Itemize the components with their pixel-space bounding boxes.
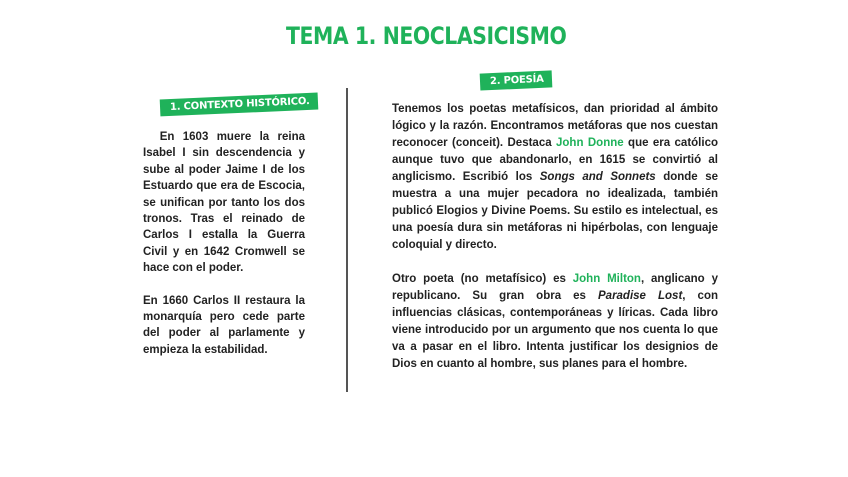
section-badge-context: 1. CONTEXTO HISTÓRICO.	[160, 93, 318, 117]
author-name-milton: John Milton	[572, 273, 641, 285]
work-title-songs-sonnets: Songs and Sonnets	[539, 171, 656, 183]
poetry-p1-text-a: Tenemos los poetas metafísicos, dan prioridad al ámbito lógico y la razón. Encontramos metáforas que nos cuestan reconocer (conceit). Destaca	[392, 103, 718, 149]
poetry-paragraph-1	[392, 101, 718, 254]
poetry-column	[392, 101, 718, 373]
column-divider	[346, 88, 348, 392]
author-name-donne: John Donne	[556, 137, 624, 149]
context-column	[143, 129, 305, 358]
page-title: TEMA 1. NEOCLASICISMO	[286, 22, 567, 50]
poetry-p1-text-b: que era católico aunque tuvo que abandonarlo, en 1615 se convirtió al anglicismo. Escribió los	[392, 137, 718, 183]
poetry-p1-text-c: donde se muestra a una mujer pecadora no idealizada, también publicó Elogios y Divine Poems. Su estilo es intelectual, es una poesía dura sin metáforas ni hipérbolas, con lenguaje coloquial y directo.	[392, 171, 718, 251]
poetry-paragraph-2	[392, 271, 718, 373]
context-paragraph-2: En 1660 Carlos II restaura la monarquía pero cede parte del poder al parlamente y empieza la estabilidad.	[143, 294, 305, 356]
poetry-p2-text-c: , con influencias clásicas, contemporáneas y líricas. Cada libro viene introducido por un argumento que nos cuenta lo que va a pasar en el libro. Intenta justificar los designios de Dios en cuanto al hombre, sus planes para el hombre.	[392, 290, 718, 370]
section-badge-poetry: 2. POESÍA	[480, 70, 552, 90]
poetry-p2-text-b: , anglicano y republicano. Su gran obra es	[392, 273, 718, 302]
context-paragraph-1-text: En 1603 muere la reina Isabel I sin descendencia y sube al poder Jaime I de los Estuardo que era de Escocia, se unifican por tanto los dos tronos. Tras el reinado de Carlos I estalla la Guerra Civil y en 1642 Cromwell se hace con el poder.	[143, 131, 306, 275]
poetry-p2-text-a: Otro poeta (no metafísico) es	[392, 273, 573, 285]
context-paragraph-1	[143, 129, 305, 277]
work-title-paradise-lost: Paradise Lost	[598, 290, 683, 302]
